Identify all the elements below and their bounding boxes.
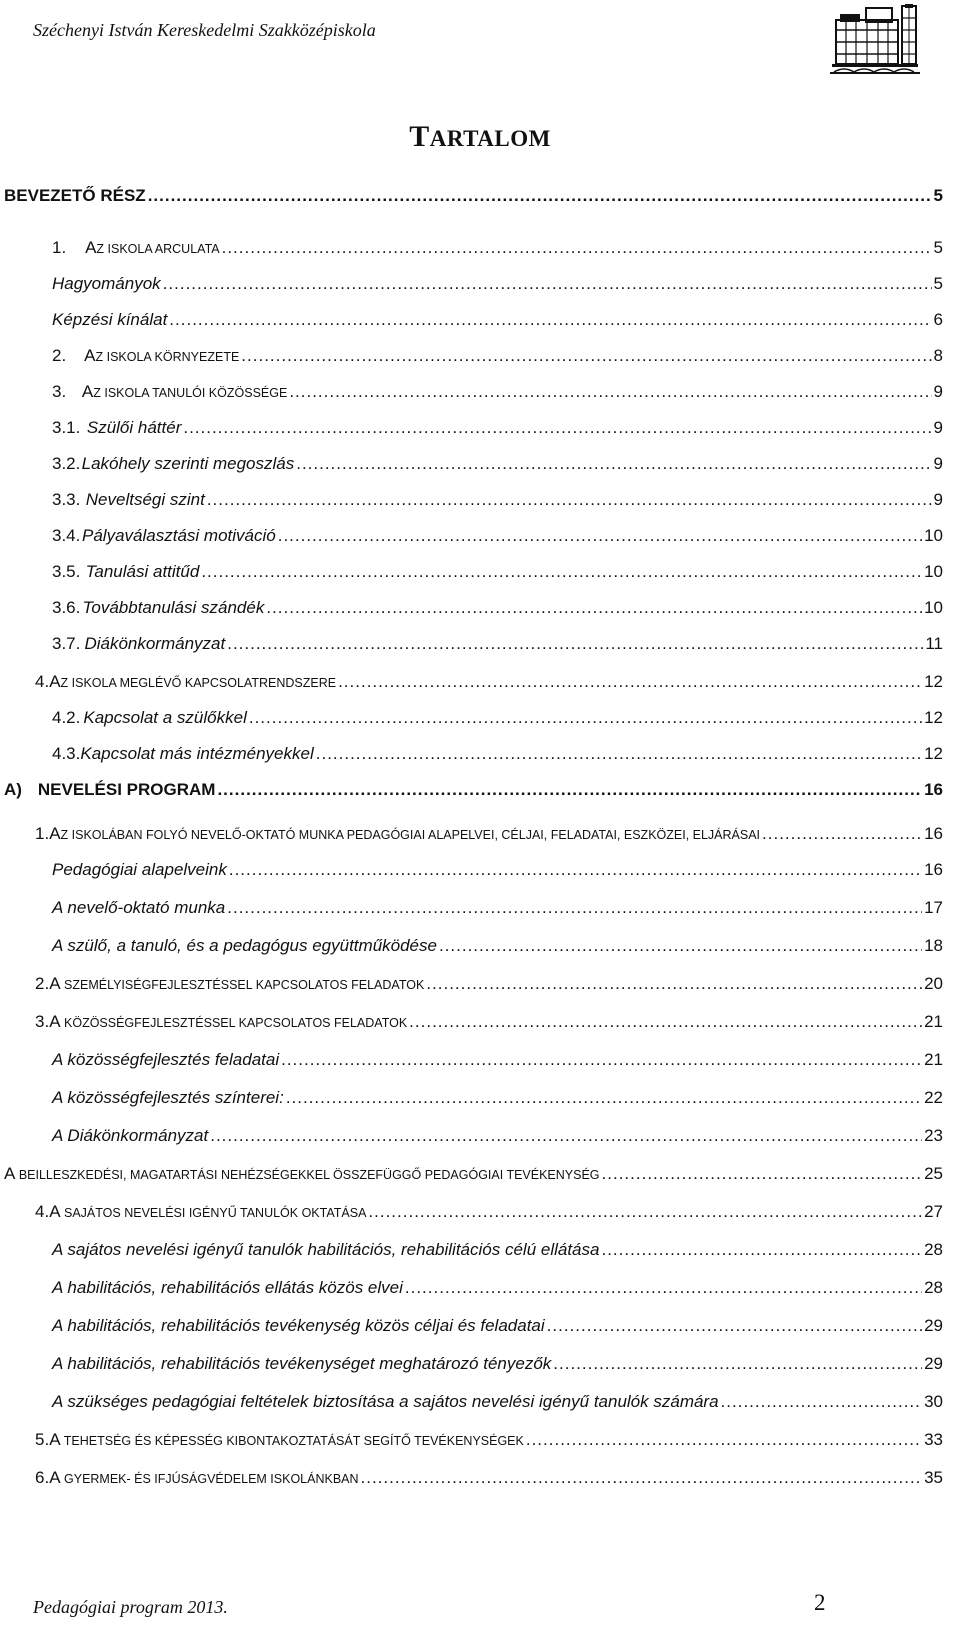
toc-dot-leader <box>278 524 922 548</box>
toc-dot-leader <box>227 632 923 656</box>
toc-dot-leader <box>217 778 922 802</box>
toc-dot-leader <box>249 706 922 730</box>
toc-dot-leader <box>439 934 922 958</box>
toc-dot-leader <box>207 488 932 512</box>
toc-entry-title: A nevelő-oktató munka <box>52 898 226 917</box>
toc-entry-title-rest: BEILLESZKEDÉSI, MAGATARTÁSI NEHÉZSÉGEKKEL ÖSSZEFÜGGŐ PEDAGÓGIAI TEVÉKENYSÉG <box>15 1168 600 1182</box>
toc-dot-leader <box>210 1124 922 1148</box>
toc-entry-number: 1. <box>52 238 67 257</box>
toc-entry-title <box>85 236 220 261</box>
toc-entry-page-number: 28 <box>924 1278 943 1297</box>
toc-entry-page-number: 9 <box>933 454 943 473</box>
toc-entry-number: 4. <box>35 1202 50 1221</box>
toc-entry[interactable] <box>52 706 943 730</box>
toc-entry-page-number: 10 <box>924 526 943 545</box>
toc-entry-title <box>49 822 760 847</box>
toc-entry-page-number: 21 <box>924 1012 943 1031</box>
toc-entry-title-rest: KÖZÖSSÉGFEJLESZTÉSSEL KAPCSOLATOS FELADATOK <box>60 1016 408 1030</box>
toc-entry-page-number: 16 <box>924 860 943 879</box>
toc-entry-title: BEVEZETŐ RÉSZ <box>4 186 146 205</box>
toc-entry-page-number: 6 <box>933 310 943 329</box>
toc-entry[interactable] <box>52 272 943 296</box>
toc-entry-title-initial: A <box>49 824 61 843</box>
toc-entry[interactable] <box>4 1162 943 1186</box>
toc-entry[interactable] <box>52 1352 943 1376</box>
toc-entry-page-number: 5 <box>933 238 943 257</box>
toc-entry-page-number: 9 <box>933 382 943 401</box>
toc-entry-number: 6. <box>35 1468 50 1487</box>
toc-entry-title: Pedagógiai alapelveink <box>52 860 227 879</box>
toc-entry-title-initial: A <box>84 346 96 365</box>
toc-entry-title-rest: TEHETSÉG ÉS KÉPESSÉG KIBONTAKOZTATÁSÁT SEGÍTŐ TEVÉKENYSÉGEK <box>60 1434 524 1448</box>
toc-entry-page-number: 35 <box>924 1468 943 1487</box>
toc-entry[interactable] <box>52 1238 943 1262</box>
page-title-rest: ARTALOM <box>429 126 551 151</box>
toc-entry[interactable] <box>35 1010 943 1034</box>
toc-entry[interactable] <box>4 778 943 802</box>
toc-entry-page-number: 12 <box>924 744 943 763</box>
toc-entry[interactable] <box>52 380 943 404</box>
toc-entry-title-rest: Z ISKOLÁBAN FOLYÓ NEVELŐ-OKTATÓ MUNKA PEDAGÓGIAI ALAPELVEI, CÉLJAI, FELADATAI, ESZKÖZEI, ELJÁRÁSAI <box>60 828 761 842</box>
toc-entry-page-number: 18 <box>924 936 943 955</box>
toc-entry-number: 2. <box>52 346 67 365</box>
toc-entry-title-rest: Z ISKOLA TANULÓI KÖZÖSSÉGE <box>93 386 288 400</box>
toc-entry-title-initial: A <box>81 382 94 401</box>
toc-entry-title-initial: A <box>49 672 61 691</box>
toc-dot-leader <box>281 1048 922 1072</box>
toc-entry-title-initial: A <box>4 1164 16 1183</box>
toc-dot-leader <box>241 344 931 368</box>
toc-entry-page-number: 16 <box>924 824 943 843</box>
toc-entry-title-rest: GYERMEK- ÉS IFJÚSÁGVÉDELEM ISKOLÁNKBAN <box>60 1472 359 1486</box>
footer-document-title: Pedagógiai program 2013. <box>33 1597 228 1617</box>
toc-entry-page-number: 16 <box>924 780 943 799</box>
toc-entry[interactable] <box>4 184 943 208</box>
toc-entry-title <box>4 1162 600 1187</box>
toc-entry-number: 3. <box>35 1012 50 1031</box>
toc-entry[interactable] <box>35 972 943 996</box>
toc-entry-title: NEVELÉSI PROGRAM <box>37 780 216 799</box>
toc-entry-title <box>49 1466 358 1491</box>
toc-entry-number: A) <box>4 780 22 799</box>
toc-dot-leader <box>201 560 922 584</box>
toc-entry[interactable] <box>52 896 943 920</box>
toc-entry[interactable] <box>52 934 943 958</box>
toc-entry-page-number: 20 <box>924 974 943 993</box>
toc-entry-title <box>49 1010 407 1035</box>
toc-dot-leader <box>426 972 922 996</box>
toc-dot-leader <box>547 1314 922 1338</box>
toc-entry-number: 3.2. <box>52 454 81 473</box>
toc-entry[interactable] <box>52 596 943 620</box>
toc-entry-title <box>49 972 424 997</box>
toc-entry-page-number: 5 <box>933 274 943 293</box>
toc-entry[interactable] <box>52 236 943 260</box>
toc-entry-page-number: 33 <box>924 1430 943 1449</box>
toc-entry-page-number: 12 <box>924 708 943 727</box>
toc-entry-title: A közösségfejlesztés színterei: <box>52 1088 284 1107</box>
toc-entry-page-number: 10 <box>924 598 943 617</box>
toc-dot-leader <box>148 184 932 208</box>
toc-entry-title: Pályaválasztási motiváció <box>82 526 276 545</box>
toc-entry-number: 3.1. <box>52 418 81 437</box>
toc-entry-number: 3.3. <box>52 490 81 509</box>
toc-entry-number: 3.5. <box>52 562 81 581</box>
toc-entry-title-initial: A <box>49 1430 61 1449</box>
toc-entry[interactable] <box>52 1086 943 1110</box>
toc-entry-number: 3.6. <box>52 598 81 617</box>
toc-entry-title: A szülő, a tanuló, és a pedagógus együttműködése <box>52 936 437 955</box>
toc-entry-title-rest: SZEMÉLYISÉGFEJLESZTÉSSEL KAPCSOLATOS FELADATOK <box>60 978 425 992</box>
toc-entry-page-number: 10 <box>924 562 943 581</box>
toc-entry-number: 3. <box>52 382 67 401</box>
toc-entry[interactable] <box>52 1390 943 1414</box>
toc-entry-title-rest: Z ISKOLA ARCULATA <box>96 242 220 256</box>
toc-dot-leader <box>409 1010 922 1034</box>
toc-entry-title: A habilitációs, rehabilitációs ellátás közös elvei <box>52 1278 403 1297</box>
toc-entry-page-number: 29 <box>924 1316 943 1335</box>
toc-entry-title-initial: A <box>49 1468 61 1487</box>
toc-entry-page-number: 11 <box>925 634 943 653</box>
toc-entry-title: Szülői háttér <box>86 418 182 437</box>
toc-entry-page-number: 17 <box>924 898 943 917</box>
page-header-school-name: Széchenyi István Kereskedelmi Szakközépiskola <box>33 20 376 40</box>
toc-entry-page-number: 8 <box>933 346 943 365</box>
toc-dot-leader <box>289 380 931 404</box>
toc-entry[interactable] <box>52 1124 943 1148</box>
toc-entry[interactable] <box>35 1200 943 1224</box>
toc-entry-title: A habilitációs, rehabilitációs tevékenységet meghatározó tényezők <box>52 1354 552 1373</box>
page-title-initial: T <box>409 120 430 153</box>
footer-page-number: 2 <box>814 1590 826 1615</box>
toc-entry-page-number: 23 <box>924 1126 943 1145</box>
toc-dot-leader <box>601 1238 922 1262</box>
toc-entry[interactable] <box>52 1314 943 1338</box>
toc-entry-title: Lakóhely szerinti megoszlás <box>81 454 295 473</box>
toc-dot-leader <box>183 416 931 440</box>
toc-entry-number: 4. <box>35 672 50 691</box>
toc-entry-page-number: 12 <box>924 672 943 691</box>
toc-entry[interactable] <box>52 858 943 882</box>
toc-entry-title <box>82 380 287 405</box>
toc-dot-leader <box>316 742 922 766</box>
toc-dot-leader <box>227 896 922 920</box>
toc-dot-leader <box>405 1276 922 1300</box>
toc-entry[interactable] <box>52 1048 943 1072</box>
toc-entry[interactable] <box>52 742 943 766</box>
toc-entry-page-number: 9 <box>933 418 943 437</box>
toc-entry-title: A habilitációs, rehabilitációs tevékenység közös céljai és feladatai <box>52 1316 545 1335</box>
toc-entry-title: A közösségfejlesztés feladatai <box>52 1050 280 1069</box>
toc-entry-page-number: 29 <box>924 1354 943 1373</box>
toc-entry-page-number: 5 <box>933 186 943 205</box>
toc-entry-title-rest: SAJÁTOS NEVELÉSI IGÉNYŰ TANULÓK OKTATÁSA <box>60 1206 367 1220</box>
toc-entry[interactable] <box>52 1276 943 1300</box>
toc-entry-title: Diákönkormányzat <box>84 634 226 653</box>
toc-entry-title: A sajátos nevelési igényű tanulók habilitációs, rehabilitációs célú ellátása <box>52 1240 600 1259</box>
toc-entry-title-rest: Z ISKOLA MEGLÉVŐ KAPCSOLATRENDSZERE <box>60 676 337 690</box>
toc-entry-title: Továbbtanulási szándék <box>82 598 265 617</box>
toc-entry-page-number: 28 <box>924 1240 943 1259</box>
toc-entry-title <box>84 344 239 369</box>
toc-entry-title: A szükséges pedagógiai feltételek biztosítása a sajátos nevelési igényű tanulók számára <box>52 1392 719 1411</box>
toc-entry-number: 4.2. <box>52 708 81 727</box>
toc-entry-page-number: 22 <box>924 1088 943 1107</box>
toc-entry-title: A Diákönkormányzat <box>52 1126 209 1145</box>
toc-entry-number: 4.3. <box>52 744 81 763</box>
toc-entry-title <box>49 1200 366 1225</box>
toc-entry-number: 5. <box>35 1430 50 1449</box>
toc-entry[interactable] <box>35 1428 943 1452</box>
toc-dot-leader <box>338 670 922 694</box>
toc-entry-title-initial: A <box>49 1202 61 1221</box>
toc-entry[interactable] <box>52 452 943 476</box>
toc-entry-number: 2. <box>35 974 50 993</box>
toc-dot-leader <box>229 858 922 882</box>
toc-entry-title-initial: A <box>49 974 61 993</box>
toc-entry-title-rest: Z ISKOLA KÖRNYEZETE <box>95 350 240 364</box>
toc-dot-leader <box>169 308 931 332</box>
toc-dot-leader <box>526 1428 922 1452</box>
toc-entry-title <box>49 1428 524 1453</box>
toc-entry-title-initial: A <box>85 238 97 257</box>
toc-entry-number: 3.4. <box>52 526 81 545</box>
toc-entry-page-number: 30 <box>924 1392 943 1411</box>
toc-dot-leader <box>553 1352 922 1376</box>
toc-dot-leader <box>721 1390 923 1414</box>
toc-entry-title: Kapcsolat a szülőkkel <box>83 708 247 727</box>
toc-entry[interactable] <box>52 560 943 584</box>
toc-entry[interactable] <box>35 1466 943 1490</box>
toc-entry-title: Tanulási attitűd <box>85 562 200 581</box>
toc-entry[interactable] <box>35 822 943 846</box>
toc-dot-leader <box>163 272 932 296</box>
toc-entry[interactable] <box>52 524 943 548</box>
toc-entry[interactable] <box>52 416 943 440</box>
toc-entry-number: 1. <box>35 824 50 843</box>
toc-dot-leader <box>296 452 931 476</box>
toc-entry-page-number: 9 <box>933 490 943 509</box>
toc-entry-title <box>49 670 336 695</box>
toc-dot-leader <box>266 596 922 620</box>
toc-entry-page-number: 25 <box>924 1164 943 1183</box>
toc-entry[interactable] <box>52 308 943 332</box>
toc-dot-leader <box>368 1200 922 1224</box>
toc-dot-leader <box>222 236 932 260</box>
toc-dot-leader <box>602 1162 923 1186</box>
toc-entry-page-number: 27 <box>924 1202 943 1221</box>
toc-dot-leader <box>762 822 922 846</box>
toc-entry-title: Neveltségi szint <box>85 490 205 509</box>
toc-entry-number: 3.7. <box>52 634 81 653</box>
toc-entry[interactable] <box>52 488 943 512</box>
toc-entry-title: Hagyományok <box>52 274 161 293</box>
toc-entry-page-number: 21 <box>924 1050 943 1069</box>
toc-entry-title: Képzési kínálat <box>52 310 168 329</box>
toc-entry[interactable] <box>52 632 943 656</box>
toc-entry[interactable] <box>35 670 943 694</box>
toc-entry-title: Kapcsolat más intézményekkel <box>80 744 314 763</box>
toc-dot-leader <box>286 1086 922 1110</box>
toc-entry-title-initial: A <box>49 1012 61 1031</box>
toc-entry[interactable] <box>52 344 943 368</box>
toc-dot-leader <box>361 1466 923 1490</box>
